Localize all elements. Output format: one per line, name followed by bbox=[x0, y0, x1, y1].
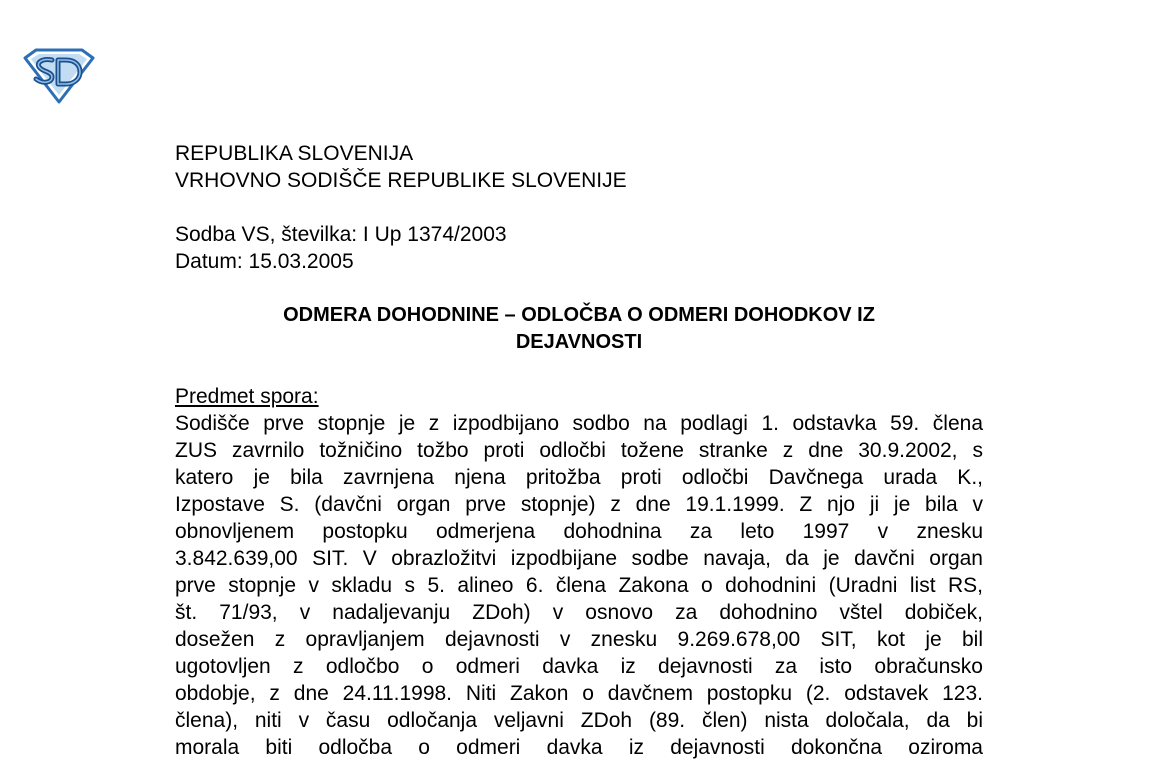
body-line: št. 71/93, v nadaljevanju ZDoh) v osnovo za dohodnino vštel dobiček, bbox=[175, 601, 983, 624]
document-page bbox=[175, 140, 983, 761]
body-line: člena), niti v času odločanja veljavni ZDoh (89. člen) nista določala, da bi bbox=[175, 709, 983, 732]
body-line: Izpostave S. (davčni organ prve stopnje) z dne 19.1.1999. Z njo ji je bila v bbox=[175, 493, 983, 516]
body-line: Sodišče prve stopnje je z izpodbijano sodbo na podlagi 1. odstavka 59. člena bbox=[175, 412, 983, 435]
subject-heading: Predmet spora: bbox=[175, 385, 319, 408]
body-line: katero je bila zavrnjena njena pritožba proti odločbi Davčnega urada K., bbox=[175, 466, 983, 489]
court-shield-icon bbox=[22, 48, 96, 104]
body-line: dosežen z opravljanjem dejavnosti v znesku 9.269.678,00 SIT, kot je bil bbox=[175, 628, 983, 651]
body-line: ZUS zavrnilo tožničino tožbo proti odločbi tožene stranke z dne 30.9.2002, s bbox=[175, 439, 983, 462]
body-line: prve stopnje v skladu s 5. alineo 6. člena Zakona o dohodnini (Uradni list RS, bbox=[175, 574, 983, 597]
body-line: 3.842.639,00 SIT. V obrazložitvi izpodbijane sodbe navaja, da je davčni organ bbox=[175, 547, 983, 570]
spacer bbox=[175, 275, 983, 302]
court-logo bbox=[22, 48, 96, 104]
court-heading: VRHOVNO SODIŠČE REPUBLIKE SLOVENIJE bbox=[175, 169, 627, 192]
title-line-2: DEJAVNOSTI bbox=[515, 331, 643, 353]
body-line: obnovljenem postopku odmerjena dohodnina za leto 1997 v znesku bbox=[175, 520, 983, 543]
spacer bbox=[175, 356, 983, 383]
document-title bbox=[175, 302, 983, 356]
case-number: Sodba VS, številka: I Up 1374/2003 bbox=[175, 223, 507, 246]
body-line: ugotovljen z odločbo o odmeri davka iz dejavnosti za isto obračunsko bbox=[175, 655, 983, 678]
country-heading: REPUBLIKA SLOVENIJA bbox=[175, 142, 414, 165]
spacer bbox=[175, 194, 983, 221]
subject-body bbox=[175, 410, 983, 761]
body-line: obdobje, z dne 24.11.1998. Niti Zakon o davčnem postopku (2. odstavek 123. bbox=[175, 682, 983, 705]
body-line: morala biti odločba o odmeri davka iz dejavnosti dokončna oziroma bbox=[175, 736, 983, 759]
case-date: Datum: 15.03.2005 bbox=[175, 250, 354, 273]
title-line-1: ODMERA DOHODNINE – ODLOČBA O ODMERI DOHODKOV IZ bbox=[283, 304, 875, 326]
